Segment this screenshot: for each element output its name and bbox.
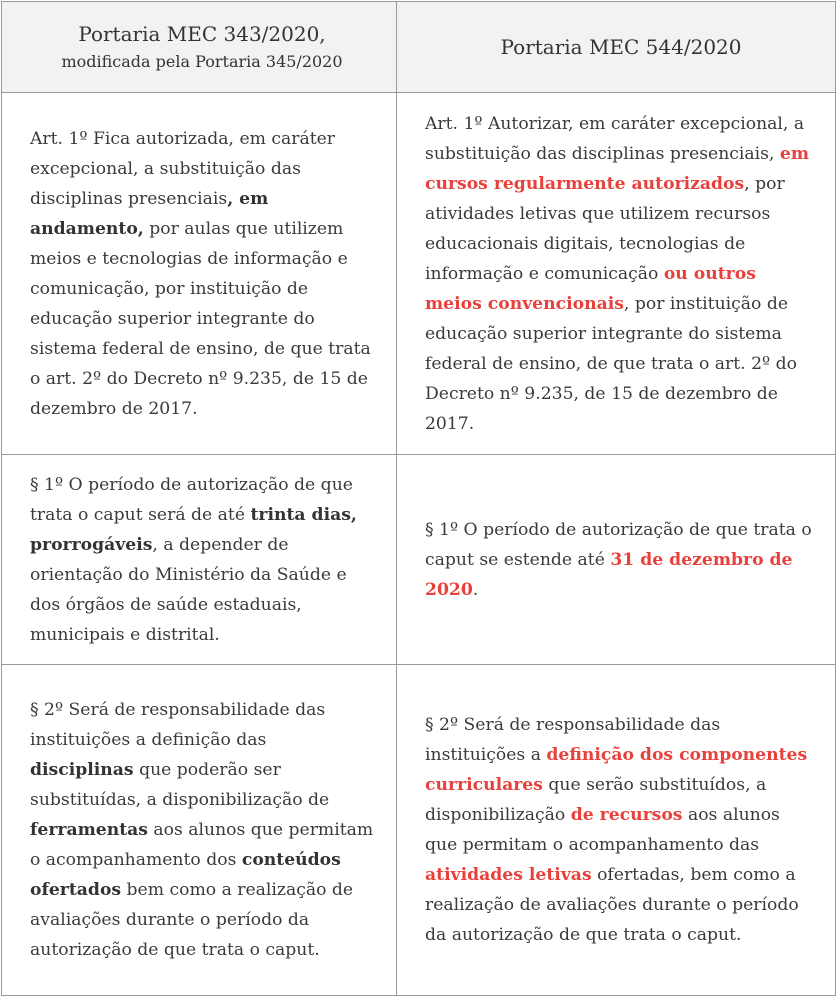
body-text: . [472,579,479,600]
body-text: bem como a realização de avaliações durante o período da autorização de que trata o caput. [30,880,354,960]
body-text: , por instituição de educação superior integrante do sistema federal de ensino, de que trata o art. 2º do Decreto nº 9.235, de 15 de dezembro de 2017. [425,293,797,434]
body-text: § 1º O período de autorização de que trata o caput se estende até [425,519,812,570]
body-text: , por atividades letivas que utilizem recursos educacionais digitais, tecnologias de informação e comunicação [425,173,785,284]
body-text: aos alunos que permitam o acompanhamento das [425,805,780,855]
text-544-par2 [425,710,817,950]
header-cell-544 [397,2,835,92]
cell-343-par1 [2,455,397,664]
body-text: § 2º Será de responsabilidade das instituições a definição das [30,700,326,750]
highlight-text: ou outros meios convencionais [425,263,756,314]
body-text: por aulas que utilizem meios e tecnologias de informação e comunicação, por instituição de educação superior integrante do sistema federal de ensino, de que trata o art. 2º do Decreto nº 9.235, de 15 de dezembro de 2017. [30,218,371,419]
highlight-text: atividades letivas [425,865,592,885]
cell-544-art1 [397,93,835,454]
cell-343-art1 [2,93,397,454]
emphasis-text: conteúdos ofertados [30,850,341,900]
table-header-row [2,2,835,93]
highlight-text: 31 de dezembro de 2020 [425,549,793,600]
header-title-343: Portaria MEC 343/2020, [78,22,326,46]
text-544-art1 [425,109,817,439]
cell-343-par2 [2,665,397,995]
emphasis-text: , em andamento, [30,188,269,239]
body-text: § 1º O período de autorização de que trata o caput será de até [30,474,353,525]
highlight-text: de recursos [570,805,683,825]
table-row-par1 [2,455,835,665]
highlight-text: em cursos regularmente autorizados [425,143,810,194]
body-text: ofertadas, bem como a realização de avaliações durante o período da autorização de que trata o caput. [425,865,799,945]
text-343-par1 [30,470,374,650]
text-343-par2 [30,695,374,965]
table-row-par2 [2,665,835,995]
body-text: Art. 1º Autorizar, em caráter excepcional, a substituição das disciplinas presenciais, [425,113,805,164]
emphasis-text: trinta dias, prorrogáveis [30,504,357,555]
body-text: Art. 1º Fica autorizada, em caráter excepcional, a substituição das disciplinas presenciais [30,128,336,209]
body-text: , a depender de orientação do Ministério da Saúde e dos órgãos de saúde estaduais, municipais e distrital. [30,534,347,645]
body-text: que poderão ser substituídas, a disponibilização de [30,760,330,810]
body-text: § 2º Será de responsabilidade das instituições a [425,715,721,765]
cell-544-par1 [397,455,835,664]
emphasis-text: ferramentas [30,820,148,840]
body-text: aos alunos que permitam o acompanhamento dos [30,820,374,870]
header-title-544: Portaria MEC 544/2020 [500,35,742,59]
emphasis-text: disciplinas [30,760,134,780]
body-text: que serão substituídos, a disponibilização [425,775,767,825]
header-cell-343 [2,2,397,92]
comparison-table [1,1,836,996]
cell-544-par2 [397,665,835,995]
table-row-art1 [2,93,835,455]
header-subtitle-343: modificada pela Portaria 345/2020 [61,52,343,71]
text-544-par1 [425,515,817,605]
highlight-text: definição dos componentes curriculares [425,745,808,795]
text-343-art1 [30,124,374,424]
